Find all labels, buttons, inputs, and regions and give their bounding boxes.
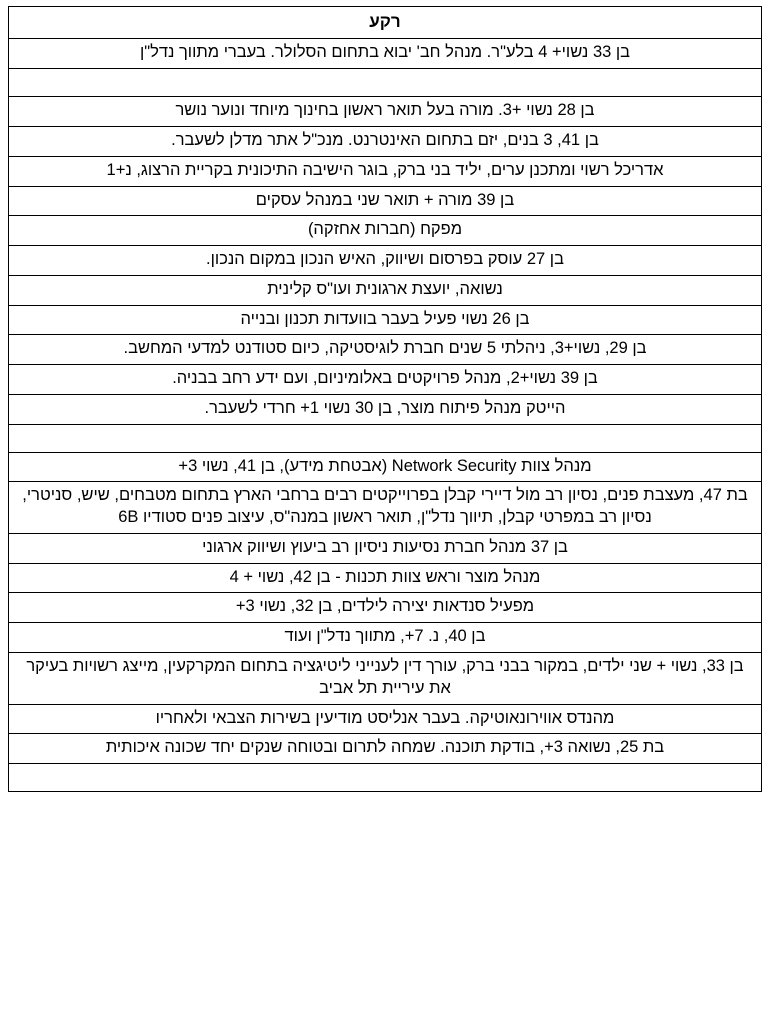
- background-cell: [9, 69, 762, 97]
- table-row: [9, 69, 762, 97]
- table-row: [9, 39, 762, 69]
- background-cell: בן 26 נשוי פעיל בעבר בוועדות תכנון ובנייה: [9, 305, 762, 335]
- table-row: [9, 186, 762, 216]
- background-cell: בן 28 נשוי +3. מורה בעל תואר ראשון בחינוך מיוחד ונוער נושר: [9, 97, 762, 127]
- table-row: [9, 764, 762, 792]
- table-row: [9, 394, 762, 424]
- table-row: [9, 126, 762, 156]
- table-header-row: [9, 7, 762, 39]
- background-cell: בן 27 עוסק בפרסום ושיווק, האיש הנכון במקום הנכון.: [9, 246, 762, 276]
- background-cell: מפקח (חברות אחזקה): [9, 216, 762, 246]
- table-row: [9, 424, 762, 452]
- table-row: [9, 704, 762, 734]
- background-cell: נשואה, יועצת ארגונית ועו"ס קלינית: [9, 275, 762, 305]
- background-cell: מפעיל סנדאות יצירה לילדים, בן 32, נשוי 3+: [9, 593, 762, 623]
- background-cell: בת 47, מעצבת פנים, נסיון רב מול דיירי קבלן בפרוייקטים רבים ברחבי הארץ בתחום מטבחים, שיש, סניטרי, נסיון רב במפרטי קבלן, תיווך נדל"ן, תואר ראשון במנה"ס, עיצוב פנים סטודיו 6B: [9, 482, 762, 534]
- table-row: [9, 623, 762, 653]
- table-body: [9, 39, 762, 792]
- table-row: [9, 734, 762, 764]
- background-cell: בן 39 נשוי+2, מנהל פרויקטים באלומיניום, ועם ידע רחב בבניה.: [9, 365, 762, 395]
- background-cell: בן 39 מורה + תואר שני במנהל עסקים: [9, 186, 762, 216]
- background-cell: [9, 764, 762, 792]
- table-row: [9, 156, 762, 186]
- table-row: [9, 216, 762, 246]
- background-cell: הייטק מנהל פיתוח מוצר, בן 30 נשוי 1+ חרדי לשעבר.: [9, 394, 762, 424]
- table-row: [9, 246, 762, 276]
- background-cell: מהנדס אווירונאוטיקה. בעבר אנליסט מודיעין בשירות הצבאי ולאחריו: [9, 704, 762, 734]
- background-cell: מנהל מוצר וראש צוות תכנות - בן 42, נשוי + 4: [9, 563, 762, 593]
- background-cell: [9, 424, 762, 452]
- table-row: [9, 305, 762, 335]
- background-cell: בן 29, נשוי+3, ניהלתי 5 שנים חברת לוגיסטיקה, כיום סטודנט למדעי המחשב.: [9, 335, 762, 365]
- background-cell: אדריכל רשוי ומתכנן ערים, יליד בני ברק, בוגר הישיבה התיכונית בקריית הרצוג, נ+1: [9, 156, 762, 186]
- table-row: [9, 365, 762, 395]
- table-row: [9, 563, 762, 593]
- table-row: [9, 593, 762, 623]
- table-row: [9, 275, 762, 305]
- table-row: [9, 533, 762, 563]
- background-cell: בן 41, 3 בנים, יזם בתחום האינטרנט. מנכ"ל אתר מדלן לשעבר.: [9, 126, 762, 156]
- table-head: [9, 7, 762, 39]
- background-cell: בן 40, נ. 7+, מתווך נדל"ן ועוד: [9, 623, 762, 653]
- table-row: [9, 452, 762, 482]
- background-cell: בן 33 נשוי+ 4 בלע"ר. מנהל חב' יבוא בתחום הסלולר. בעברי מתווך נדל"ן: [9, 39, 762, 69]
- background-cell: מנהל צוות Network Security (אבטחת מידע), בן 41, נשוי 3+: [9, 452, 762, 482]
- column-header-background: רקע: [9, 7, 762, 39]
- table-row: [9, 652, 762, 704]
- table-row: [9, 335, 762, 365]
- table-row: [9, 97, 762, 127]
- background-cell: בן 37 מנהל חברת נסיעות ניסיון רב ביעוץ ושיווק ארגוני: [9, 533, 762, 563]
- background-cell: בן 33, נשוי + שני ילדים, במקור בבני ברק, עורך דין לענייני ליטיגציה בתחום המקרקעין, מייצג רשויות בעיקר את עיריית תל אביב: [9, 652, 762, 704]
- background-cell: בת 25, נשואה 3+, בודקת תוכנה. שמחה לתרום ובטוחה שנקים יחד שכונה איכותית: [9, 734, 762, 764]
- background-table: [8, 6, 762, 792]
- table-row: [9, 482, 762, 534]
